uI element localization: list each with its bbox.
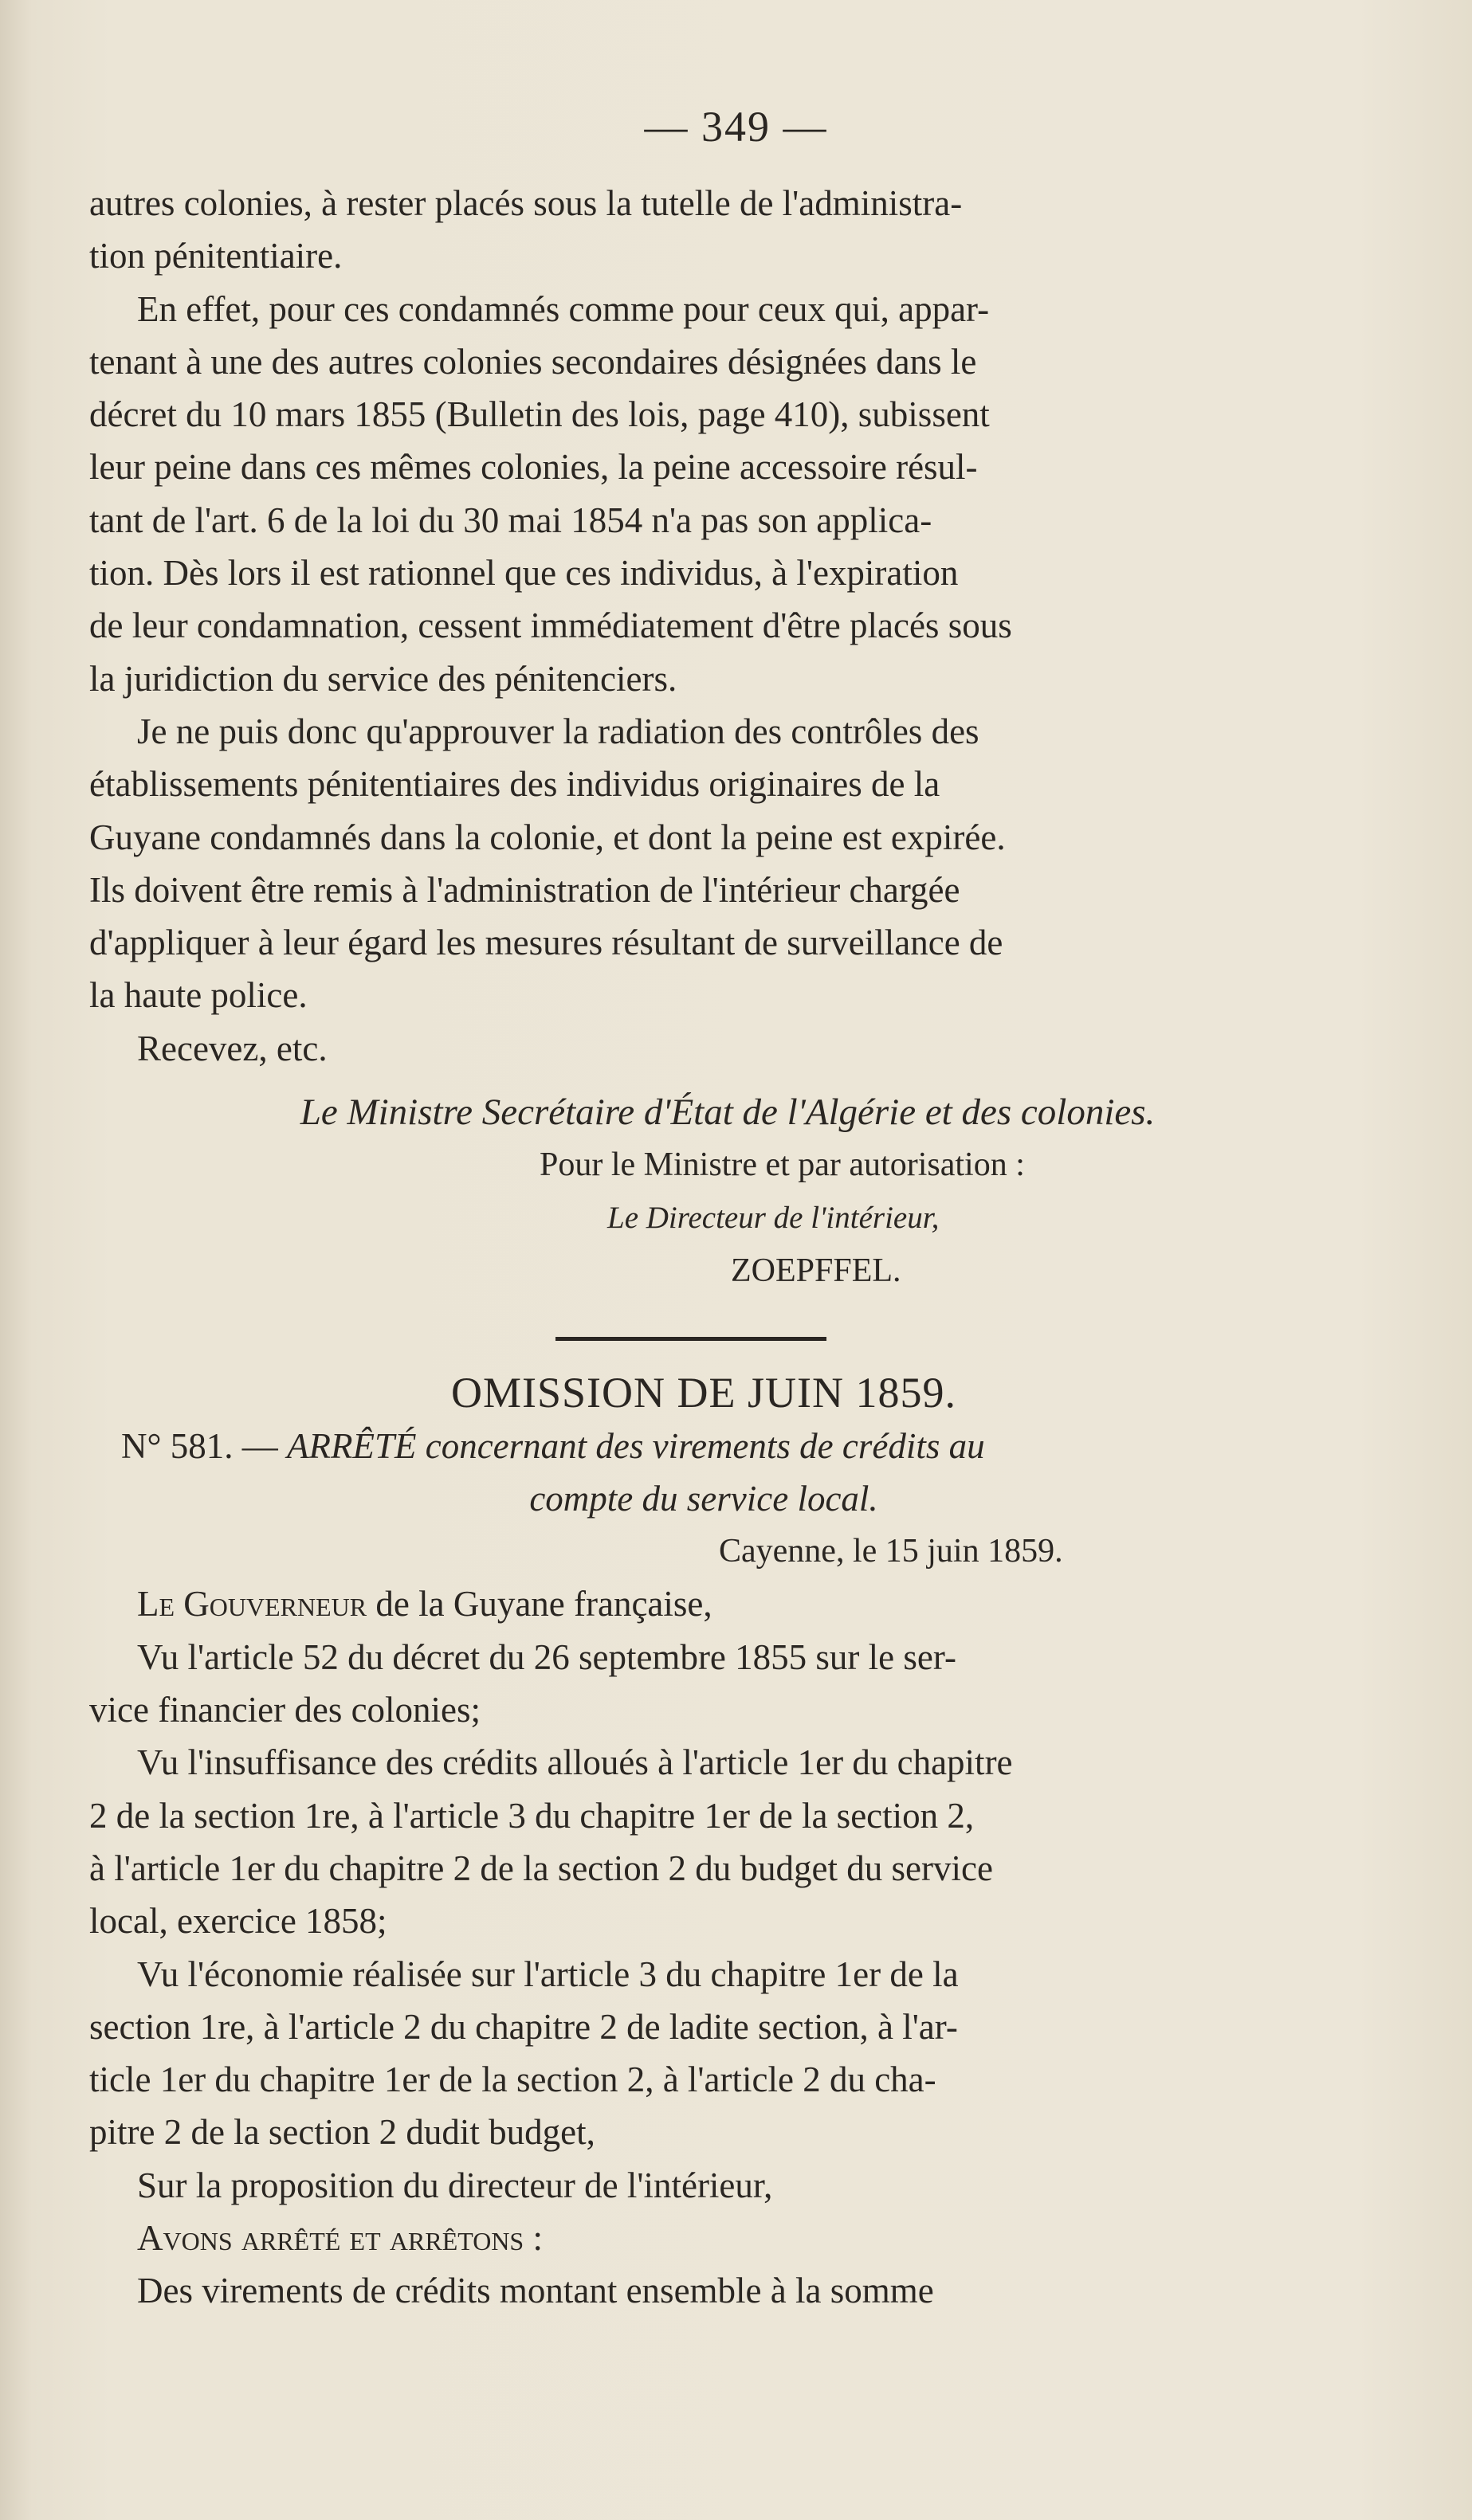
text-line: la haute police. [89,975,308,1016]
text-line: section 1re, à l'article 2 du chapitre 2 de ladite section, à l'ar- [89,2006,958,2047]
signature-director: Le Directeur de l'intérieur, [607,1200,940,1235]
issuer-rest: de la Guyane française, [367,1584,712,1624]
text-line: 2 de la section 1re, à l'article 3 du chapitre 1er de la section 2, [89,1795,975,1836]
text-line: à l'article 1er du chapitre 2 de la section 2 du budget du service [89,1848,993,1888]
text-line: ticle 1er du chapitre 1er de la section 2, à l'article 2 du cha- [89,2060,936,2100]
signature-minister: Le Ministre Secrétaire d'État de l'Algérie et des colonies. [300,1091,1156,1134]
text-line: Vu l'article 52 du décret du 26 septembre 1855 sur le ser- [137,1636,956,1677]
article-number: N° 581. — [121,1425,278,1466]
issuer-line [89,1577,1318,1630]
section-divider [555,1337,826,1341]
page-number: — 349 — [644,103,828,151]
text-line: pitre 2 de la section 2 dudit budget, [89,2112,595,2153]
article-title: ARRÊTÉ concernant des virements de crédits au [287,1425,985,1466]
place-date: Cayenne, le 15 juin 1859. [719,1533,1063,1570]
text-line: de leur condamnation, cessent immédiatement d'être placés sous [89,606,1012,646]
text-line: local, exercice 1858; [89,1901,387,1942]
text-line: tenant à une des autres colonies secondaires désignées dans le [89,341,977,382]
text-line: la juridiction du service des pénitenciers. [89,658,677,699]
article-title-line-2: compte du service local. [529,1478,878,1519]
text-line: Vu l'insuffisance des crédits alloués à l'article 1er du chapitre [137,1742,1013,1783]
page-body [89,177,1318,2318]
text-line: Sur la proposition du directeur de l'intérieur, [137,2165,773,2205]
section-heading: OMISSION DE JUIN 1859. [450,1369,956,1417]
signature-delegation: Pour le Ministre et par autorisation : [540,1146,1025,1184]
text-line: établissements pénitentiaires des individus originaires de la [89,764,940,805]
text-line: autres colonies, à rester placés sous la tutelle de l'administra- [89,183,963,223]
text-line: décret du 10 mars 1855 (Bulletin des lois, page 410), subissent [89,394,990,435]
text-line: d'appliquer à leur égard les mesures résultant de surveillance de [89,923,1003,963]
text-line: leur peine dans ces mêmes colonies, la peine accessoire résul- [89,447,978,488]
text-line: Guyane condamnés dans la colonie, et dont la peine est expirée. [89,817,1006,857]
text-line: Je ne puis donc qu'approuver la radiation des contrôles des [137,711,979,751]
text-line: En effet, pour ces condamnés comme pour ceux qui, appar- [137,288,990,329]
text-line: Ils doivent être remis à l'administration de l'intérieur chargée [89,869,960,910]
signature-name: ZOEPFFEL. [731,1252,901,1289]
text-line: Recevez, etc. [137,1028,328,1068]
text-line: vice financier des colonies; [89,1690,481,1730]
decree-line: Avons arrêté et arrêtons : [137,2217,543,2258]
article-title-line-1 [89,1420,1318,1472]
issuer-caps: Le Gouverneur [137,1584,367,1624]
text-line: tion. Dès lors il est rationnel que ces individus, à l'expiration [89,553,959,594]
text-line: tant de l'art. 6 de la loi du 30 mai 1854 n'a pas son applica- [89,500,932,540]
text-line: Des virements de crédits montant ensemble à la somme [137,2271,934,2311]
text-line: tion pénitentiaire. [89,236,343,276]
text-line: Vu l'économie réalisée sur l'article 3 du chapitre 1er de la [137,1954,959,1994]
